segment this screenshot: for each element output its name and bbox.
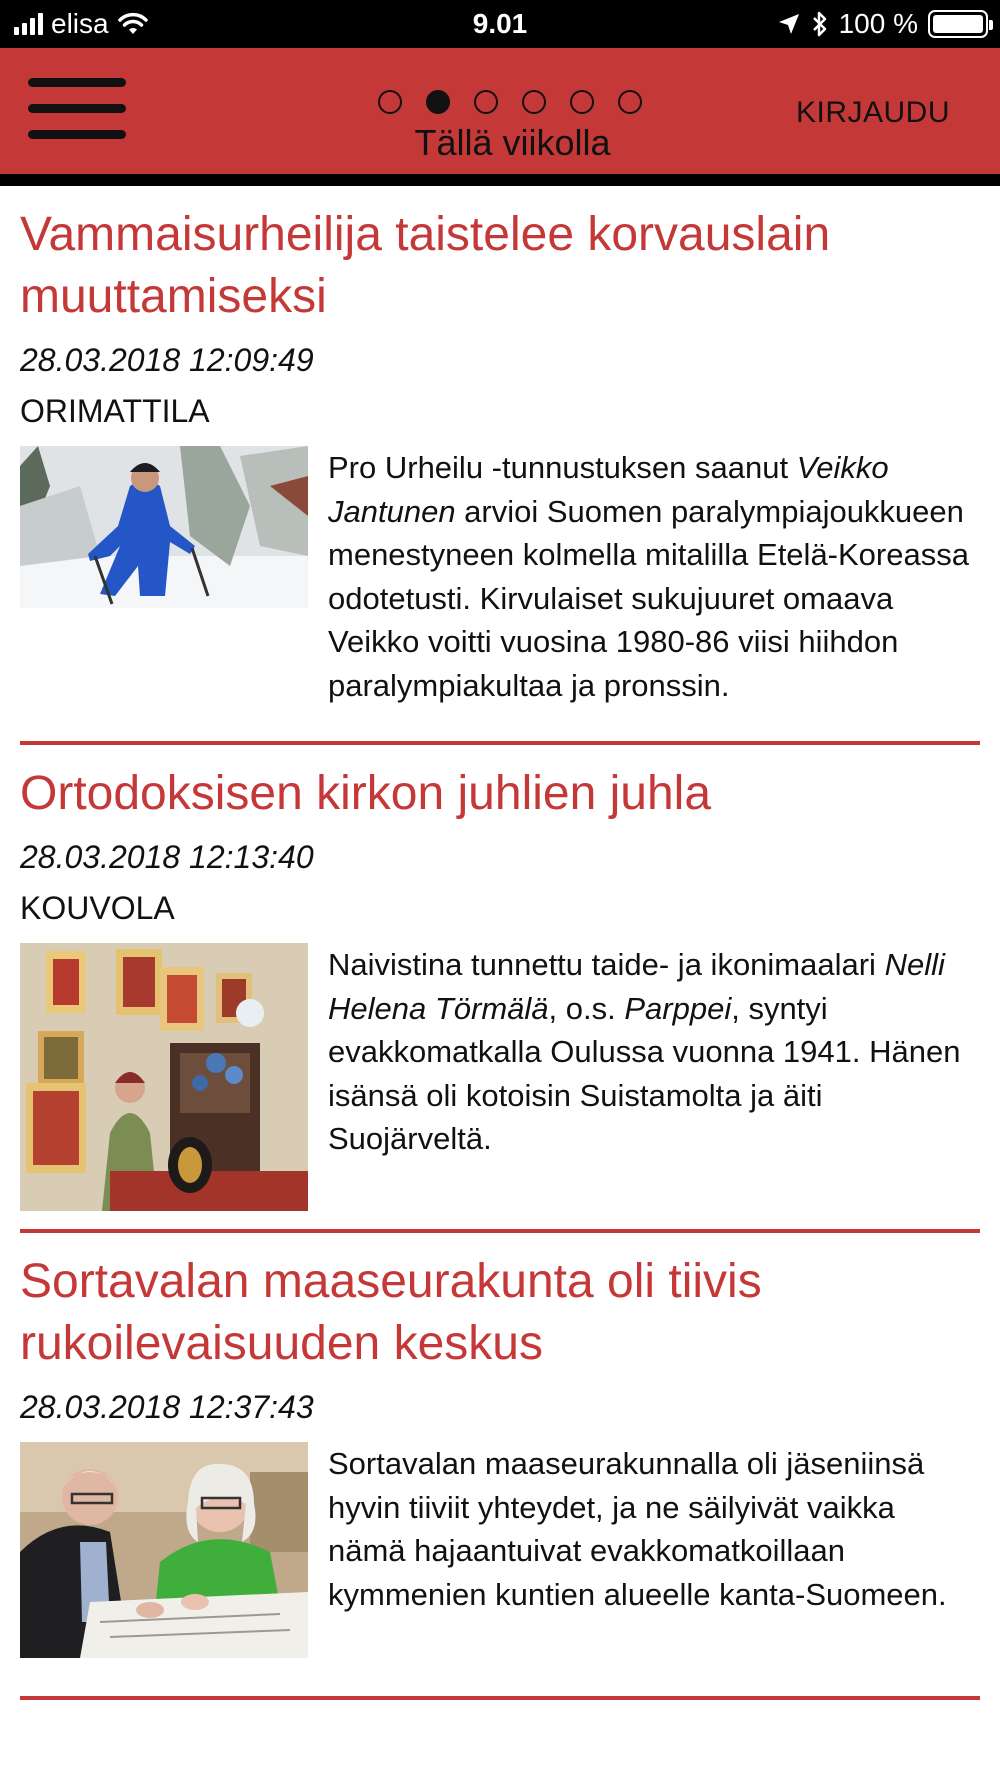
article-item xyxy=(0,1233,1000,1696)
battery-icon xyxy=(928,10,988,38)
article-item xyxy=(0,186,1000,741)
status-right xyxy=(777,0,988,48)
page-dot[interactable] xyxy=(474,90,498,114)
article-body xyxy=(20,446,980,707)
article-summary: Pro Urheilu -tunnustuksen saanut Veikko Jantunen arvioi Suomen paralympiajoukkueen menestyneen kolmella mitalilla Etelä-Koreassa odotetusti. Kirvulaiset sukujuuret omaava Veikko voitti vuosina 1980-86 viisi hiihdon paralympiakultaa ja pronssin. xyxy=(328,450,969,703)
article-image[interactable] xyxy=(20,943,308,1211)
status-bar xyxy=(0,0,1000,48)
article-title[interactable]: Ortodoksisen kirkon juhlien juhla xyxy=(20,767,712,820)
article-title[interactable]: Sortavalan maaseurakunta oli tiivis rukoilevaisuuden keskus xyxy=(20,1255,762,1370)
page-dot[interactable] xyxy=(570,90,594,114)
page-dot[interactable] xyxy=(378,90,402,114)
header-border xyxy=(0,174,1000,186)
page-dot-active[interactable] xyxy=(426,90,450,114)
bluetooth-icon xyxy=(811,10,829,38)
location-arrow-icon xyxy=(777,12,801,36)
article-place: KOUVOLA xyxy=(20,890,175,926)
skier-in-snow-photo xyxy=(20,446,308,608)
article-place: ORIMATTILA xyxy=(20,393,210,429)
couple-reading-newspaper-photo xyxy=(20,1442,308,1658)
article-body xyxy=(20,1442,980,1658)
icon-painter-photo xyxy=(20,943,308,1211)
person-name: Nelli Helena Törmälä xyxy=(328,947,945,1026)
app-header xyxy=(0,48,1000,174)
page-dot[interactable] xyxy=(618,90,642,114)
article-image[interactable] xyxy=(20,446,308,608)
page-dot[interactable] xyxy=(522,90,546,114)
article-body xyxy=(20,943,980,1211)
article-date: 28.03.2018 12:13:40 xyxy=(20,839,314,875)
carrier-label: elisa xyxy=(51,8,109,39)
person-name: Veikko Jantunen xyxy=(328,450,889,529)
page-indicator xyxy=(378,90,642,114)
article-image[interactable] xyxy=(20,1442,308,1658)
login-button[interactable]: KIRJAUDU xyxy=(795,96,950,129)
article-item xyxy=(0,745,1000,1229)
section-title: Tällä viikolla xyxy=(414,122,611,163)
article-date: 28.03.2018 12:09:49 xyxy=(20,342,314,378)
clock: 9.01 xyxy=(472,8,528,39)
article-feed xyxy=(0,186,1000,1700)
battery-label: 100 % xyxy=(838,8,918,39)
article-divider xyxy=(20,1696,980,1700)
article-summary: Sortavalan maaseurakunnalla oli jäseniinsä hyvin tiiviit yhteydet, ja ne säilyivät vaikka nämä hajaantuivat evakkomatkoillaan kymmenien kuntien alueelle kanta-Suomeen. xyxy=(328,1446,947,1612)
article-summary: Naivistina tunnettu taide- ja ikonimaalari Nelli Helena Törmälä, o.s. Parppei, syntyi evakkomatkalla Oulussa vuonna 1941. Hänen isänsä oli kotoisin Suistamolta ja äiti Suojärveltä. xyxy=(328,947,961,1156)
article-date: 28.03.2018 12:37:43 xyxy=(20,1389,314,1425)
battery-level xyxy=(933,15,983,33)
maiden-name: Parppei xyxy=(624,990,732,1026)
article-title[interactable]: Vammaisurheilija taistelee korvauslain muuttamiseksi xyxy=(20,208,831,323)
